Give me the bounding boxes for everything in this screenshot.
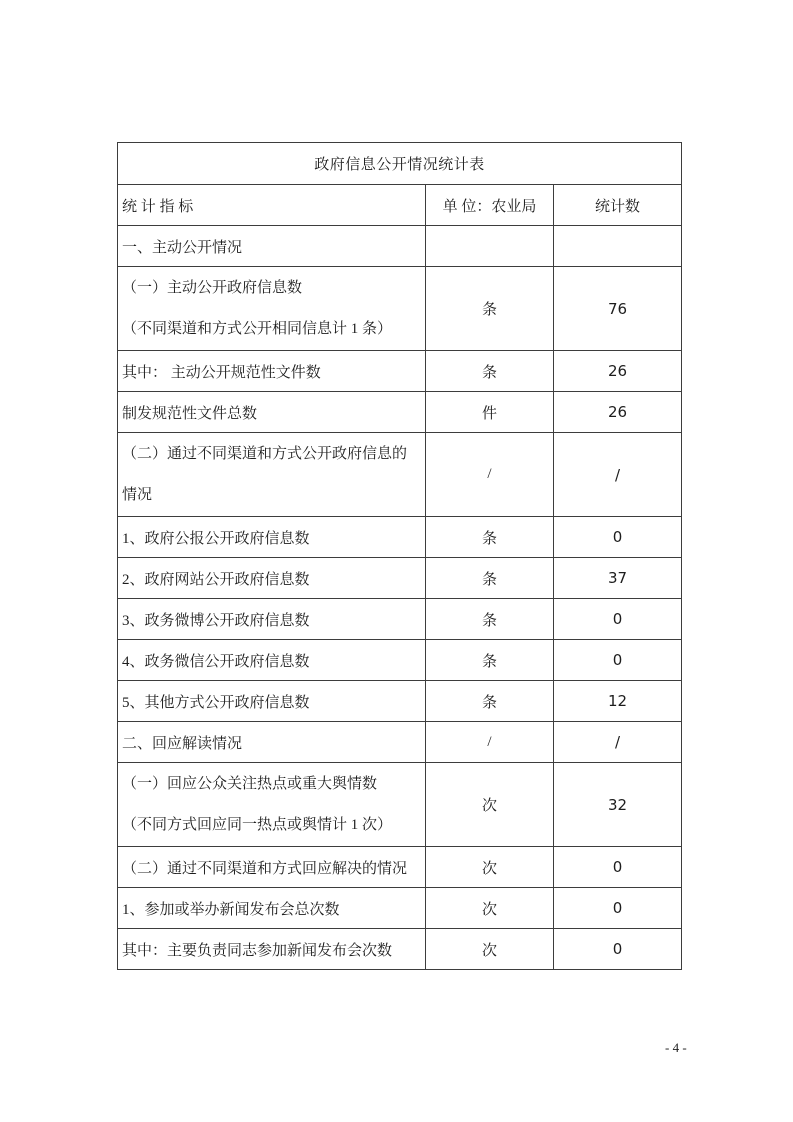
table-row bbox=[118, 888, 682, 929]
table-row bbox=[118, 226, 682, 267]
indicator-cell bbox=[118, 888, 426, 929]
indicator-cell bbox=[118, 763, 426, 847]
header-count: 统计数 bbox=[554, 185, 682, 226]
unit-cell: 条 bbox=[426, 599, 554, 640]
indicator-line: 其中：主要负责同志参加新闻发布会次数 bbox=[122, 942, 393, 959]
header-indicator: 统 计 指 标 bbox=[118, 185, 426, 226]
table-row bbox=[118, 558, 682, 599]
indicator-cell bbox=[118, 226, 426, 267]
count-cell bbox=[554, 226, 682, 267]
unit-cell: 件 bbox=[426, 392, 554, 433]
indicator-line: 制发规范性文件总数 bbox=[122, 405, 258, 422]
table-row bbox=[118, 267, 682, 351]
unit-cell: 条 bbox=[426, 640, 554, 681]
table-row bbox=[118, 640, 682, 681]
indicator-cell bbox=[118, 640, 426, 681]
indicator-line: （不同方式回应同一热点或舆情计 1 次） bbox=[122, 816, 393, 833]
indicator-line: 2、政府网站公开政府信息数 bbox=[122, 571, 310, 588]
unit-cell: 次 bbox=[426, 888, 554, 929]
table-row bbox=[118, 929, 682, 970]
table-row bbox=[118, 763, 682, 847]
table-row bbox=[118, 433, 682, 517]
indicator-cell bbox=[118, 433, 426, 517]
indicator-line: 3、政务微博公开政府信息数 bbox=[122, 612, 310, 629]
table-row bbox=[118, 351, 682, 392]
indicator-line: （一）回应公众关注热点或重大舆情数 bbox=[122, 775, 378, 792]
count-cell: 0 bbox=[554, 929, 682, 970]
indicator-line: 一、主动公开情况 bbox=[122, 239, 243, 256]
page-number: - 4 - bbox=[665, 1040, 687, 1055]
indicator-cell bbox=[118, 847, 426, 888]
indicator-line: （一）主动公开政府信息数 bbox=[122, 279, 303, 296]
indicator-line: 1、参加或举办新闻发布会总次数 bbox=[122, 901, 340, 918]
table-header-row bbox=[118, 185, 682, 226]
unit-cell: 条 bbox=[426, 517, 554, 558]
indicator-cell bbox=[118, 681, 426, 722]
table-title-row bbox=[118, 143, 682, 185]
stats-table-body bbox=[118, 226, 682, 970]
unit-cell: 条 bbox=[426, 681, 554, 722]
count-cell: 0 bbox=[554, 517, 682, 558]
indicator-cell bbox=[118, 351, 426, 392]
count-cell: 32 bbox=[554, 763, 682, 847]
stats-table bbox=[117, 142, 682, 970]
count-cell: 26 bbox=[554, 351, 682, 392]
table-row bbox=[118, 517, 682, 558]
unit-cell: 次 bbox=[426, 929, 554, 970]
unit-cell: 条 bbox=[426, 558, 554, 599]
unit-cell: / bbox=[426, 433, 554, 517]
indicator-line: （不同渠道和方式公开相同信息计 1 条） bbox=[122, 320, 393, 337]
indicator-line: （二）通过不同渠道和方式公开政府信息的 bbox=[122, 445, 408, 462]
unit-cell: 次 bbox=[426, 847, 554, 888]
table-title: 政府信息公开情况统计表 bbox=[118, 143, 682, 185]
indicator-line: 1、政府公报公开政府信息数 bbox=[122, 530, 310, 547]
indicator-cell bbox=[118, 599, 426, 640]
unit-cell: / bbox=[426, 722, 554, 763]
count-cell: 0 bbox=[554, 847, 682, 888]
indicator-cell bbox=[118, 929, 426, 970]
count-cell: 0 bbox=[554, 640, 682, 681]
unit-cell: 条 bbox=[426, 267, 554, 351]
table-row bbox=[118, 847, 682, 888]
unit-cell: 次 bbox=[426, 763, 554, 847]
indicator-line: 其中： 主动公开规范性文件数 bbox=[122, 364, 321, 381]
indicator-line: （二）通过不同渠道和方式回应解决的情况 bbox=[122, 860, 408, 877]
table-row bbox=[118, 392, 682, 433]
count-cell: / bbox=[554, 433, 682, 517]
indicator-cell bbox=[118, 558, 426, 599]
table-row bbox=[118, 599, 682, 640]
count-cell: 0 bbox=[554, 599, 682, 640]
indicator-line: 5、其他方式公开政府信息数 bbox=[122, 694, 310, 711]
indicator-cell bbox=[118, 267, 426, 351]
table-row bbox=[118, 681, 682, 722]
count-cell: / bbox=[554, 722, 682, 763]
header-unit: 单 位：农业局 bbox=[426, 185, 554, 226]
unit-cell: 条 bbox=[426, 351, 554, 392]
indicator-cell bbox=[118, 392, 426, 433]
count-cell: 37 bbox=[554, 558, 682, 599]
count-cell: 76 bbox=[554, 267, 682, 351]
count-cell: 12 bbox=[554, 681, 682, 722]
indicator-line: 4、政务微信公开政府信息数 bbox=[122, 653, 310, 670]
indicator-cell bbox=[118, 517, 426, 558]
count-cell: 0 bbox=[554, 888, 682, 929]
count-cell: 26 bbox=[554, 392, 682, 433]
indicator-line: 二、回应解读情况 bbox=[122, 735, 243, 752]
indicator-line: 情况 bbox=[122, 486, 153, 503]
indicator-cell bbox=[118, 722, 426, 763]
unit-cell bbox=[426, 226, 554, 267]
table-row bbox=[118, 722, 682, 763]
